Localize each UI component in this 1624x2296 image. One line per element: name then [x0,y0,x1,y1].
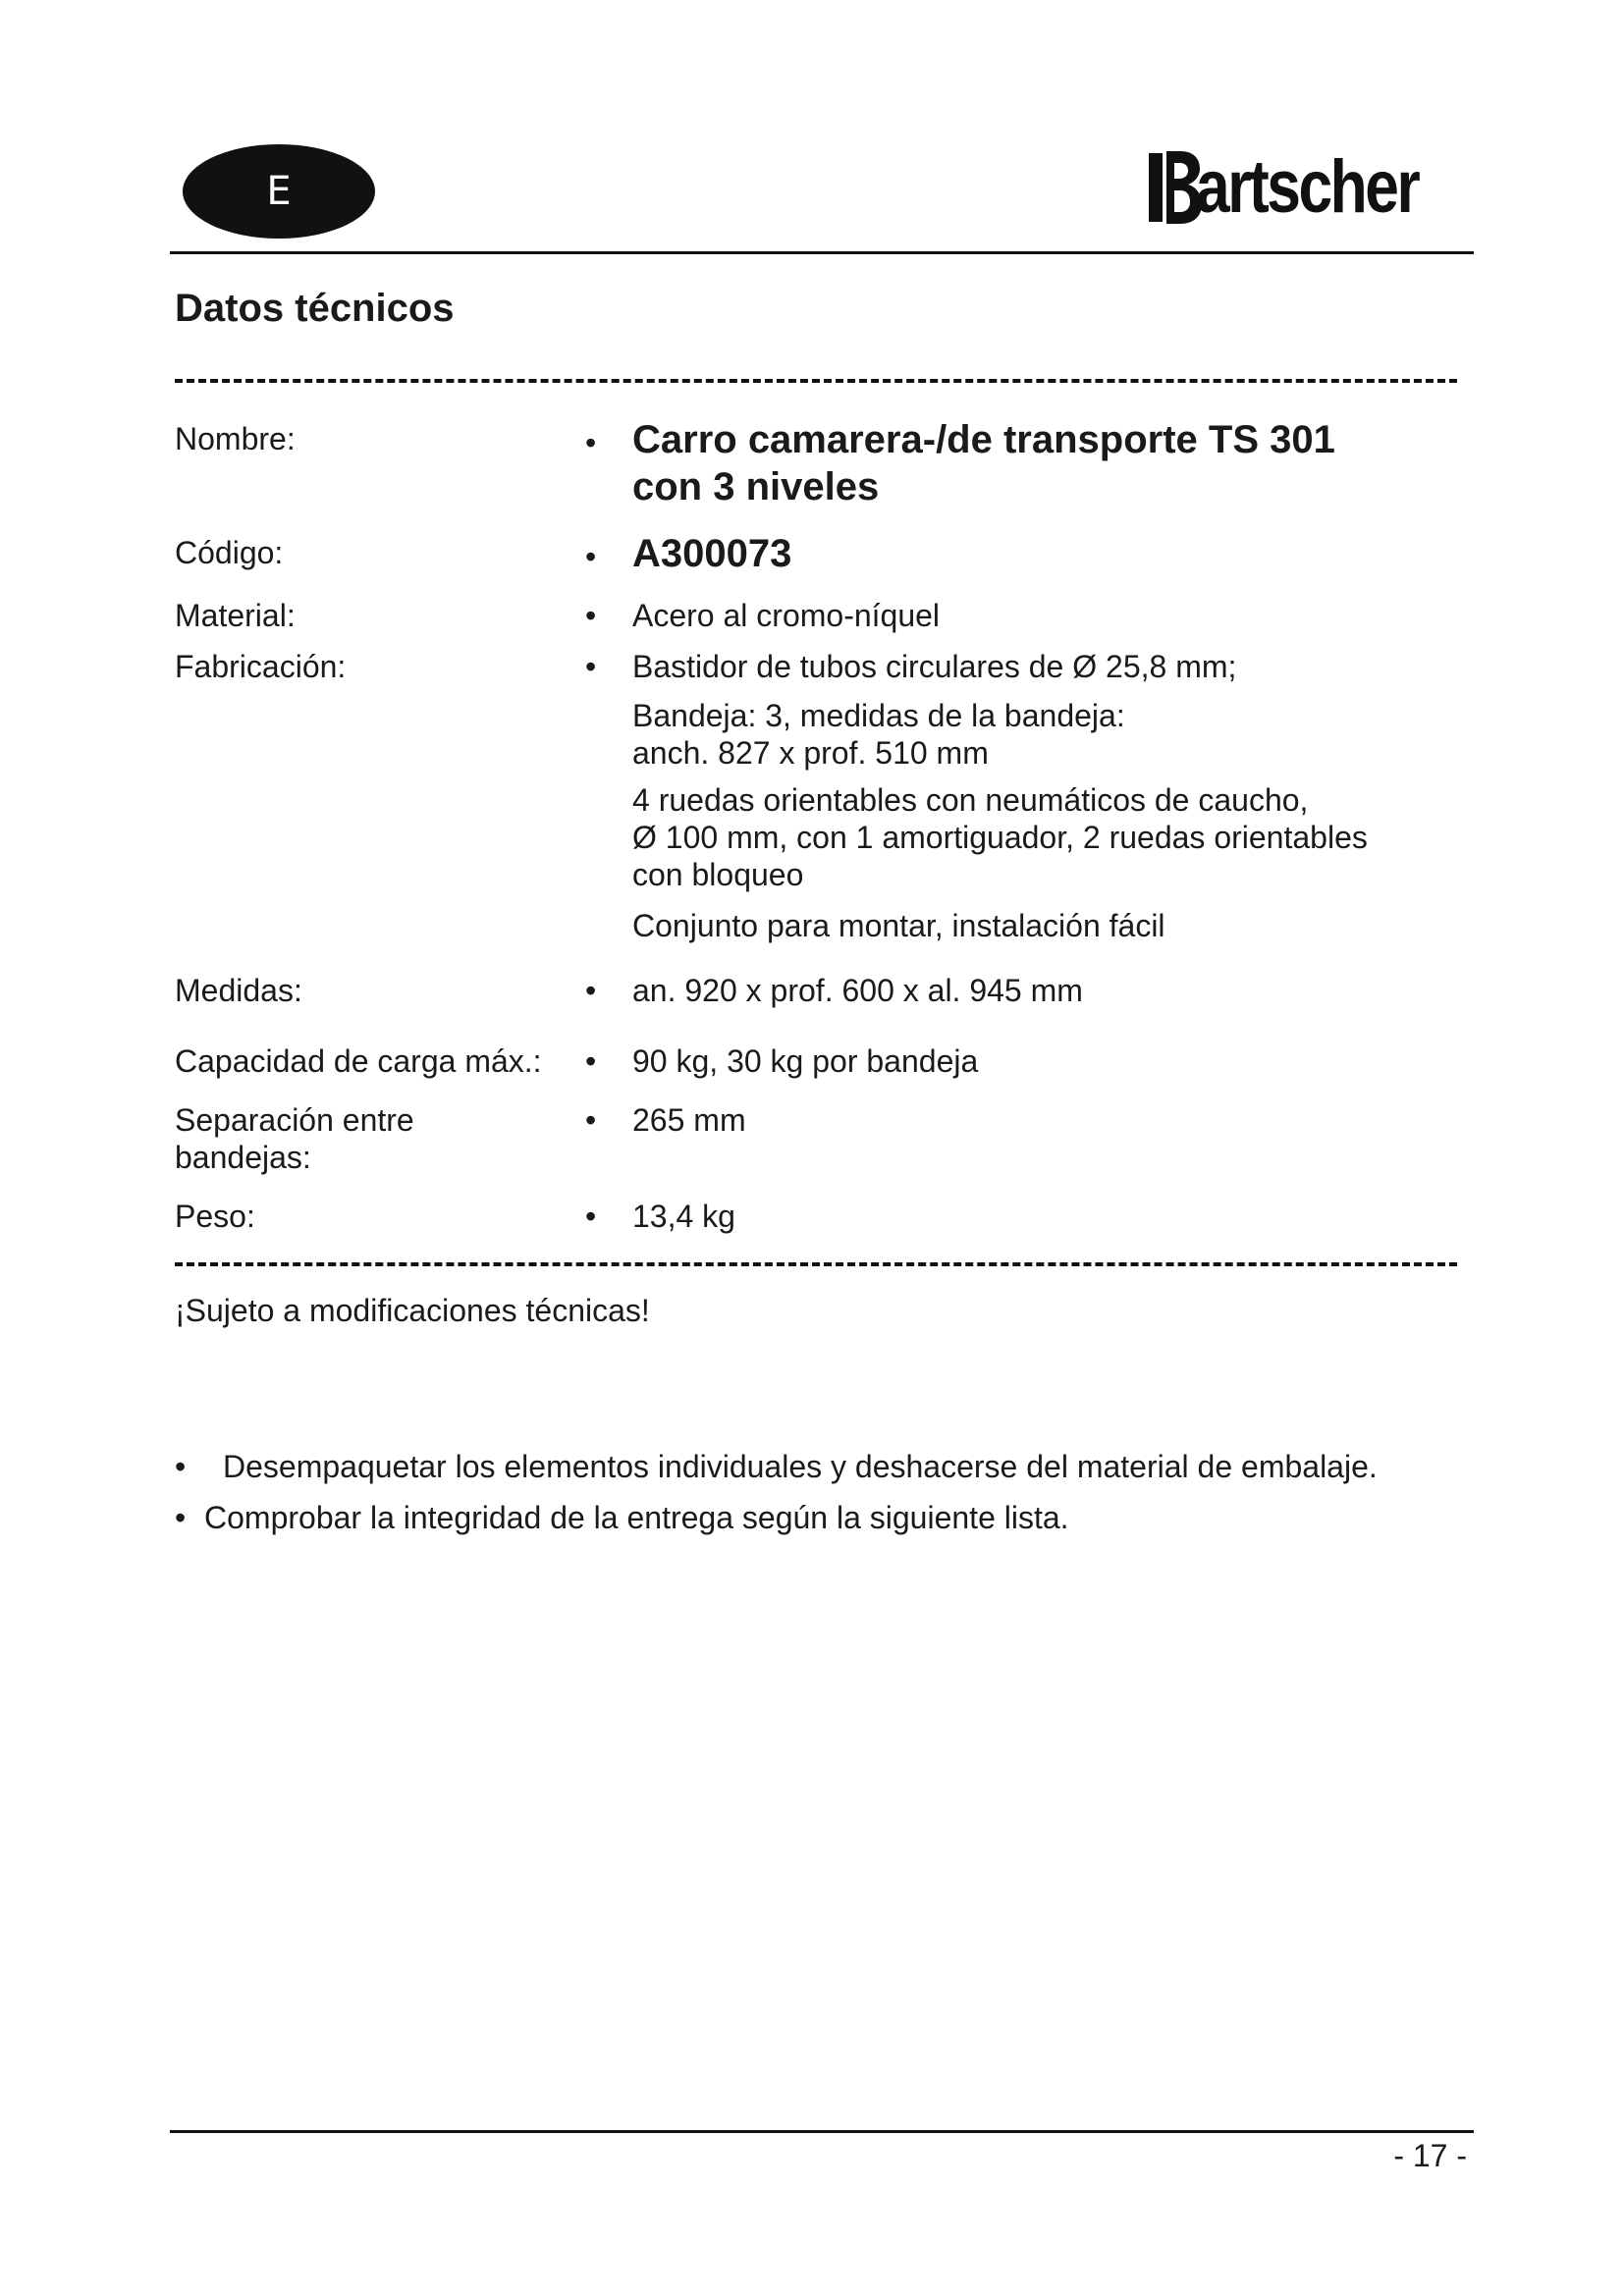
bullet: • [585,1199,597,1234]
bullet: • [585,539,597,574]
language-badge [183,144,375,239]
language-code: E [266,169,292,214]
spec-value-tray-spacing: 265 mm [632,1102,746,1138]
spec-value-product-name: Carro camarera-/de transporte TS 301 con 3 niveles [632,418,1335,508]
brand-name: artscher [1196,145,1419,229]
spec-label: Fabricación: [175,649,347,684]
spec-label: Capacidad de carga máx.: [175,1043,542,1079]
spec-label: Material: [175,598,296,633]
bullet: • [175,1500,187,1535]
bullet: • [585,973,597,1008]
bullet: • [585,425,597,460]
footer-divider [170,2130,1474,2133]
spec-value-dimensions: an. 920 x prof. 600 x al. 945 mm [632,973,1083,1008]
bullet: • [585,649,597,684]
spec-label: Peso: [175,1199,255,1234]
spec-value-material: Acero al cromo-níquel [632,598,941,633]
bartscher-logo-icon [1147,147,1202,228]
bullet: • [585,598,597,633]
spec-value-weight: 13,4 kg [632,1199,735,1234]
checklist-item: Desempaquetar los elementos individuales y deshacerse del material de embalaje. [223,1449,1378,1484]
brand-logo [1147,147,1467,228]
spec-label: Separación entre bandejas: [175,1102,414,1175]
bullet: • [175,1449,187,1484]
spec-label: Código: [175,535,284,570]
spec-value-capacity: 90 kg, 30 kg por bandeja [632,1043,979,1079]
spec-value-fabrication: Bastidor de tubos circulares de Ø 25,8 mm; Bandeja: 3, medidas de la bandeja: anch. 827 x prof. 510 mm 4 ruedas orientables con neumáticos de caucho, Ø 100 mm, con 1 amortiguador, 2 ruedas orientables con bloqueo Conjunto para montar, instalación fácil [632,649,1368,943]
spec-value-code: A300073 [632,532,792,575]
dashed-separator-bottom [175,1262,1457,1266]
dashed-separator-top [175,379,1457,383]
checklist-item: Comprobar la integridad de la entrega según la siguiente lista. [204,1500,1069,1535]
page-number: - 17 - [1393,2138,1467,2173]
section-title: Datos técnicos [175,287,455,330]
technical-changes-note: ¡Sujeto a modificaciones técnicas! [175,1293,650,1328]
bullet: • [585,1102,597,1138]
spec-label: Nombre: [175,421,296,456]
spec-label: Medidas: [175,973,302,1008]
header-divider [170,251,1474,254]
bullet: • [585,1043,597,1079]
